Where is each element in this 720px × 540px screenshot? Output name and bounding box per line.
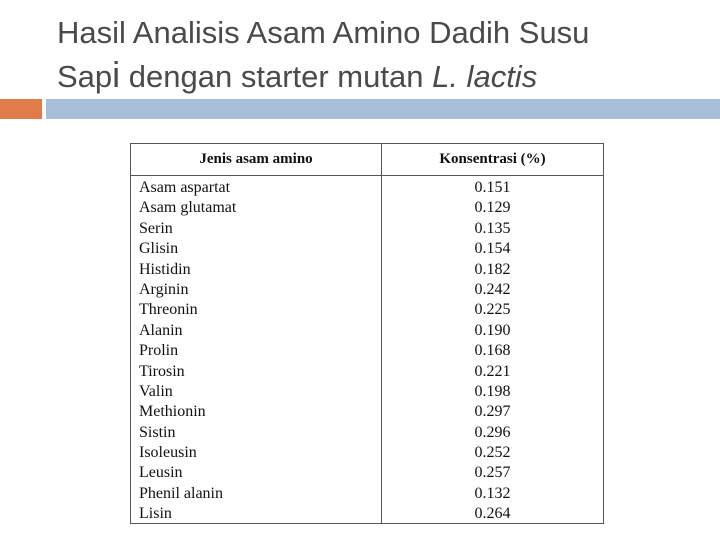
concentration-value: 0.297 [474, 403, 511, 421]
title-line-2-mid: dengan starter mutan [120, 59, 433, 94]
amino-acid-name: Asam aspartat [139, 179, 231, 196]
concentration-value: 0.198 [474, 382, 511, 400]
concentration-value: 0.154 [474, 240, 511, 258]
title-species: L. lactis [432, 59, 538, 94]
title-line-2-prefix: Sap [57, 59, 113, 94]
amino-acid-name: Asam glutamat [139, 199, 237, 217]
title-line-2 [57, 54, 707, 98]
amino-acid-name: Phenil alanin [139, 484, 223, 502]
concentration-value: 0.252 [474, 444, 511, 462]
amino-acid-column [131, 176, 382, 524]
amino-acid-name: Valin [139, 382, 173, 400]
header-amino-acid: Jenis asam amino [131, 144, 382, 175]
amino-acid-table [130, 143, 604, 524]
amino-acid-name: Arginin [139, 280, 189, 298]
title-line-1: Hasil Analisis Asam Amino Dadih Susu [57, 15, 590, 50]
accent-bar-orange [0, 99, 42, 119]
concentration-value: 0.182 [474, 260, 511, 278]
concentration-column [382, 176, 603, 524]
title-line-2-i: i [112, 54, 121, 95]
concentration-value: 0.135 [474, 219, 511, 237]
concentration-value: 0.296 [474, 423, 511, 441]
amino-acid-name: Tirosin [139, 362, 185, 380]
concentration-value: 0.257 [474, 464, 511, 482]
amino-acid-name: Histidin [139, 260, 191, 278]
header-concentration: Konsentrasi (%) [439, 151, 546, 167]
table-header [131, 144, 603, 176]
concentration-value: 0.190 [474, 321, 511, 339]
amino-acid-name: Sistin [139, 423, 176, 441]
concentration-value: 0.225 [474, 301, 511, 319]
amino-acid-name: Lisin [139, 505, 172, 523]
amino-acid-name: Serin [139, 219, 173, 237]
concentration-value: 0.221 [474, 362, 511, 380]
concentration-value: 0.168 [474, 342, 511, 360]
concentration-value: 0.132 [474, 484, 511, 502]
amino-acid-name: Isoleusin [139, 444, 197, 462]
amino-acid-name: Glisin [139, 240, 179, 258]
table-body [131, 176, 603, 524]
amino-acid-name: Alanin [139, 321, 183, 339]
concentration-value: 0.264 [474, 505, 511, 523]
amino-acid-name: Threonin [139, 301, 198, 319]
accent-bar-blue [46, 99, 720, 119]
amino-acid-name: Prolin [139, 342, 179, 360]
concentration-value: 0.151 [474, 179, 511, 196]
concentration-value: 0.242 [474, 280, 511, 298]
amino-acid-name: Methionin [139, 403, 206, 421]
slide-title [57, 12, 707, 98]
concentration-value: 0.129 [474, 199, 511, 217]
amino-acid-name: Leusin [139, 464, 183, 482]
